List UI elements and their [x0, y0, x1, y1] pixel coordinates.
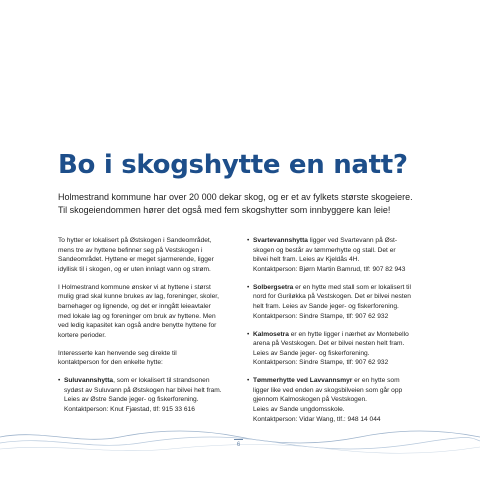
body-line: idyllisk til i skogen, og er uten innlagt vann og strøm.	[58, 265, 211, 273]
hut-first-line	[253, 330, 437, 340]
page-number: 6	[236, 442, 241, 448]
left-column	[58, 236, 238, 423]
hut-detail-line: Leies av Østre Sande jeger- og fiskerforening.	[64, 396, 199, 404]
body-paragraph	[58, 236, 238, 274]
hut-description: er en hytte ligger i nærhet av Montebello	[288, 330, 409, 338]
hut-entry	[247, 376, 437, 424]
hut-detail-line: Kontaktperson: Sindre Stampe, tlf: 907 62 932	[253, 359, 389, 367]
hut-entry	[247, 283, 437, 321]
hut-detail-line: gjennom Kalmoskogen på Vestskogen.	[253, 396, 367, 404]
body-line: med lokale lag og foreninger om bruk av hyttene. Men	[58, 312, 216, 320]
hut-name: Tømmerhytte ved Lavvannsmyr	[253, 377, 353, 385]
body-line: mulig grad skal kunne brukes av lag, foreninger, skoler,	[58, 293, 219, 301]
hut-detail-line: nord for Guriløkka på Vestskogen. Det er bilvei nesten	[253, 293, 411, 301]
body-line: kortere perioder.	[58, 331, 107, 339]
hut-entry	[247, 330, 437, 368]
hut-first-line	[253, 236, 437, 246]
bullet-mark: •	[247, 283, 250, 291]
hut-name: Solbergsetra	[253, 283, 294, 291]
bullet-mark: •	[58, 377, 61, 385]
hut-description: , som er lokalisert til strandsonen	[113, 377, 210, 385]
hut-first-line	[253, 283, 437, 293]
hut-detail-line: sydøst av Suluvann på Østskogen har bilvei helt fram.	[64, 386, 222, 394]
body-line: kontaktperson for den enkelte hytte:	[58, 359, 163, 367]
bullet-mark: •	[247, 330, 250, 338]
hut-description: ligger ved Svartevann på Øst-	[307, 237, 398, 244]
body-line: mens tre av hyttene befinner seg på Vestskogen i	[58, 246, 203, 254]
body-line: To hytter er lokalisert på Østskogen i Sandeområdet,	[58, 237, 212, 244]
page-number-rule	[234, 439, 243, 440]
page-title: Bo i skogshytte en natt?	[58, 150, 408, 180]
body-line: Interesserte kan henvende seg direkte til	[58, 349, 177, 357]
bullet-mark: •	[247, 237, 250, 244]
body-paragraph	[58, 349, 238, 368]
body-line: I Holmestrand kommune ønsker vi at hyttene i størst	[58, 283, 211, 291]
body-line: barnehager og lignende, og det er inngått leieavtaler	[58, 302, 211, 310]
hut-detail-line: helt fram. Leies av Sande jeger- og fiskerforening.	[253, 302, 399, 310]
right-column	[247, 236, 437, 433]
hut-detail-line: Kontaktperson: Vidar Wang, tlf.: 948 14 044	[253, 415, 381, 423]
hut-description: er en hytte med stall som er lokalisert til	[293, 283, 411, 291]
hut-detail-line: skogen og består av tømmerhytte og stall. Det er	[253, 246, 396, 254]
hut-first-line	[64, 376, 238, 386]
hut-entry	[247, 236, 437, 274]
hut-detail-line: Kontaktperson: Bjørn Martin Bamrud, tlf: 907 82 943	[253, 265, 406, 273]
hut-name: Suluvannshytta	[64, 377, 114, 385]
hut-detail-line: ligger like ved enden av skogsbilveien som går opp	[253, 386, 403, 394]
hut-detail-line: Kontaktperson: Sindre Stampe, tlf: 907 62 932	[253, 312, 389, 320]
body-line: ved ledig kapasitet kan også andre benytte hyttene for	[58, 322, 217, 330]
hut-name: Kalmosetra	[253, 330, 289, 338]
hut-name: Svartevannshytta	[253, 237, 308, 244]
lead-paragraph	[58, 191, 458, 216]
hut-detail-line: bilvei helt fram. Leies av Kjeldås 4H.	[253, 256, 360, 264]
body-paragraph	[58, 283, 238, 341]
body-line: Sandeområdet. Hyttene er meget sjarmerende, ligger	[58, 256, 214, 264]
lead-line: Holmestrand kommune har over 20 000 dekar skog, og er et av fylkets største skogeiere.	[58, 192, 413, 202]
lead-line: Til skogeiendommen hører det også med fem skogshytter som innbyggere kan leie!	[58, 204, 391, 215]
hut-detail-line: Kontaktperson: Knut Fjæstad, tlf: 915 33 616	[64, 406, 195, 414]
hut-detail-line: Leies av Sande ungdomsskole.	[253, 406, 345, 414]
hut-first-line	[253, 376, 437, 386]
hut-entry	[58, 376, 238, 414]
hut-description: er en hytte som	[352, 377, 400, 385]
hut-detail-line: Leies av Sande jeger- og fiskerforening.	[253, 349, 370, 357]
bullet-mark: •	[247, 377, 250, 385]
hut-detail-line: arena på Vestskogen. Det er bilvei nesten helt fram.	[253, 340, 405, 348]
